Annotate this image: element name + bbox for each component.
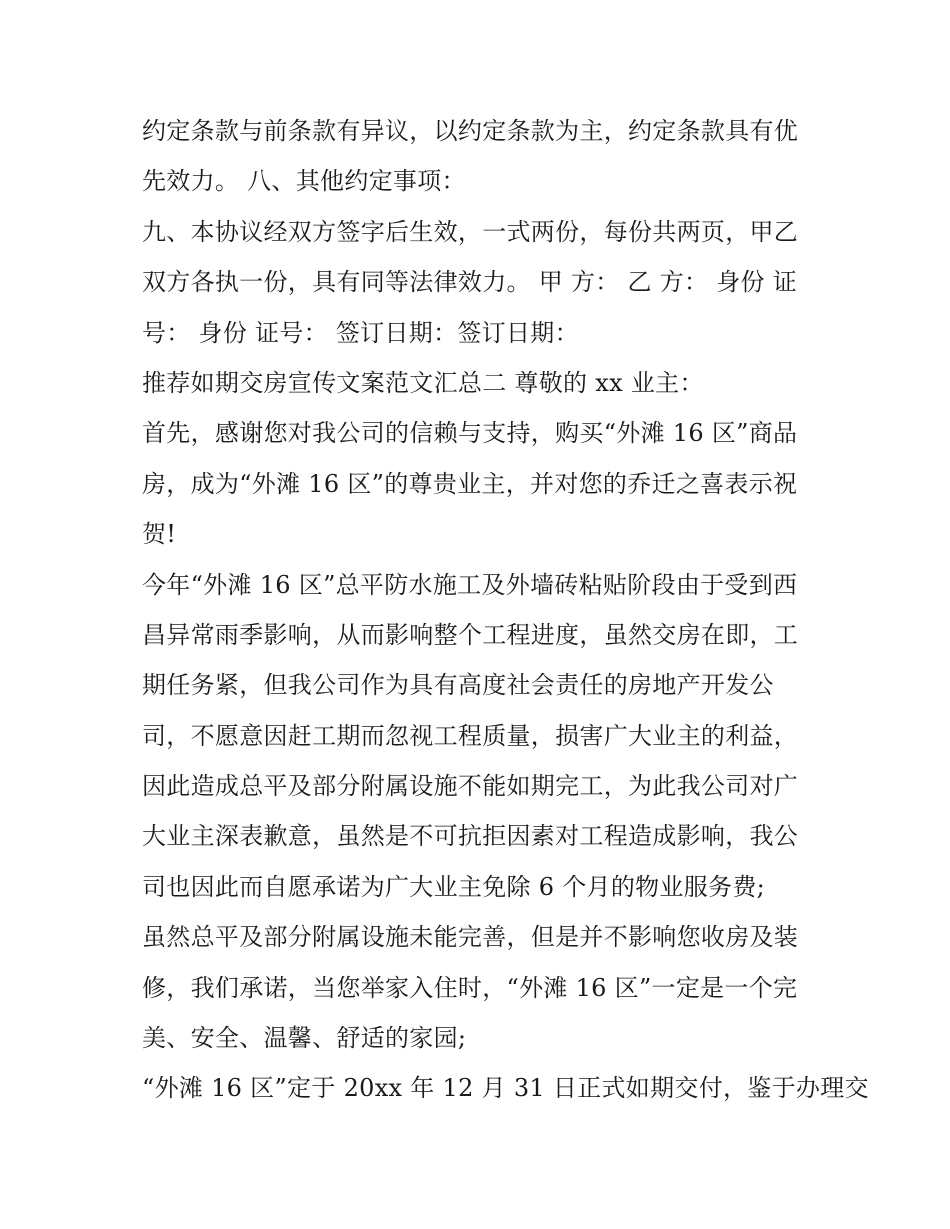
text-line: 司，不愿意因赶工期而忽视工程质量，损害广大业主的利益， xyxy=(142,721,799,750)
text-line: 虽然总平及部分附属设施未能完善，但是并不影响您收房及装 xyxy=(142,923,799,952)
section-heading-line: 推荐如期交房宣传文案范文汇总二 尊敬的 xx 业主： xyxy=(142,368,704,397)
text-line: 双方各执一份，具有同等法律效力。 甲 方： 乙 方： 身份 证 xyxy=(142,268,798,297)
text-line: 昌异常雨季影响，从而影响整个工程进度，虽然交房在即，工 xyxy=(142,620,799,649)
text-line: 先效力。 八、其他约定事项： xyxy=(142,167,466,196)
text-line: 首先，感谢您对我公司的信赖与支持，购买“外滩 16 区”商品 xyxy=(142,419,798,448)
text-line: 美、安全、温馨、舒适的家园; xyxy=(142,1024,467,1053)
document-body xyxy=(142,106,869,1114)
text-line: 九、本协议经双方签字后生效，一式两份，每份共两页，甲乙 xyxy=(142,217,799,246)
text-line: 号： 身份 证号： 签订日期：签订日期： xyxy=(142,318,579,347)
text-line: 司也因此而自愿承诺为广大业主免除 6 个月的物业服务费; xyxy=(142,872,766,901)
text-line: 修，我们承诺，当您举家入住时，“外滩 16 区”一定是一个完 xyxy=(142,973,798,1002)
text-line: “外滩 16 区”定于 20xx 年 12 月 31 日正式如期交付，鉴于办理交 xyxy=(142,1074,869,1103)
text-line: 今年“外滩 16 区”总平防水施工及外墙砖粘贴阶段由于受到西 xyxy=(142,570,798,599)
text-line: 贺! xyxy=(142,520,177,549)
text-line: 期任务紧，但我公司作为具有高度社会责任的房地产开发公 xyxy=(142,671,774,700)
text-line: 约定条款与前条款有异议，以约定条款为主，约定条款具有优 xyxy=(142,117,799,145)
text-line: 大业主深表歉意，虽然是不可抗拒因素对工程造成影响，我公 xyxy=(142,822,799,851)
text-line: 房，成为“外滩 16 区”的尊贵业主，并对您的乔迁之喜表示祝 xyxy=(142,469,798,498)
text-line: 因此造成总平及部分附属设施不能如期完工，为此我公司对广 xyxy=(142,772,799,801)
